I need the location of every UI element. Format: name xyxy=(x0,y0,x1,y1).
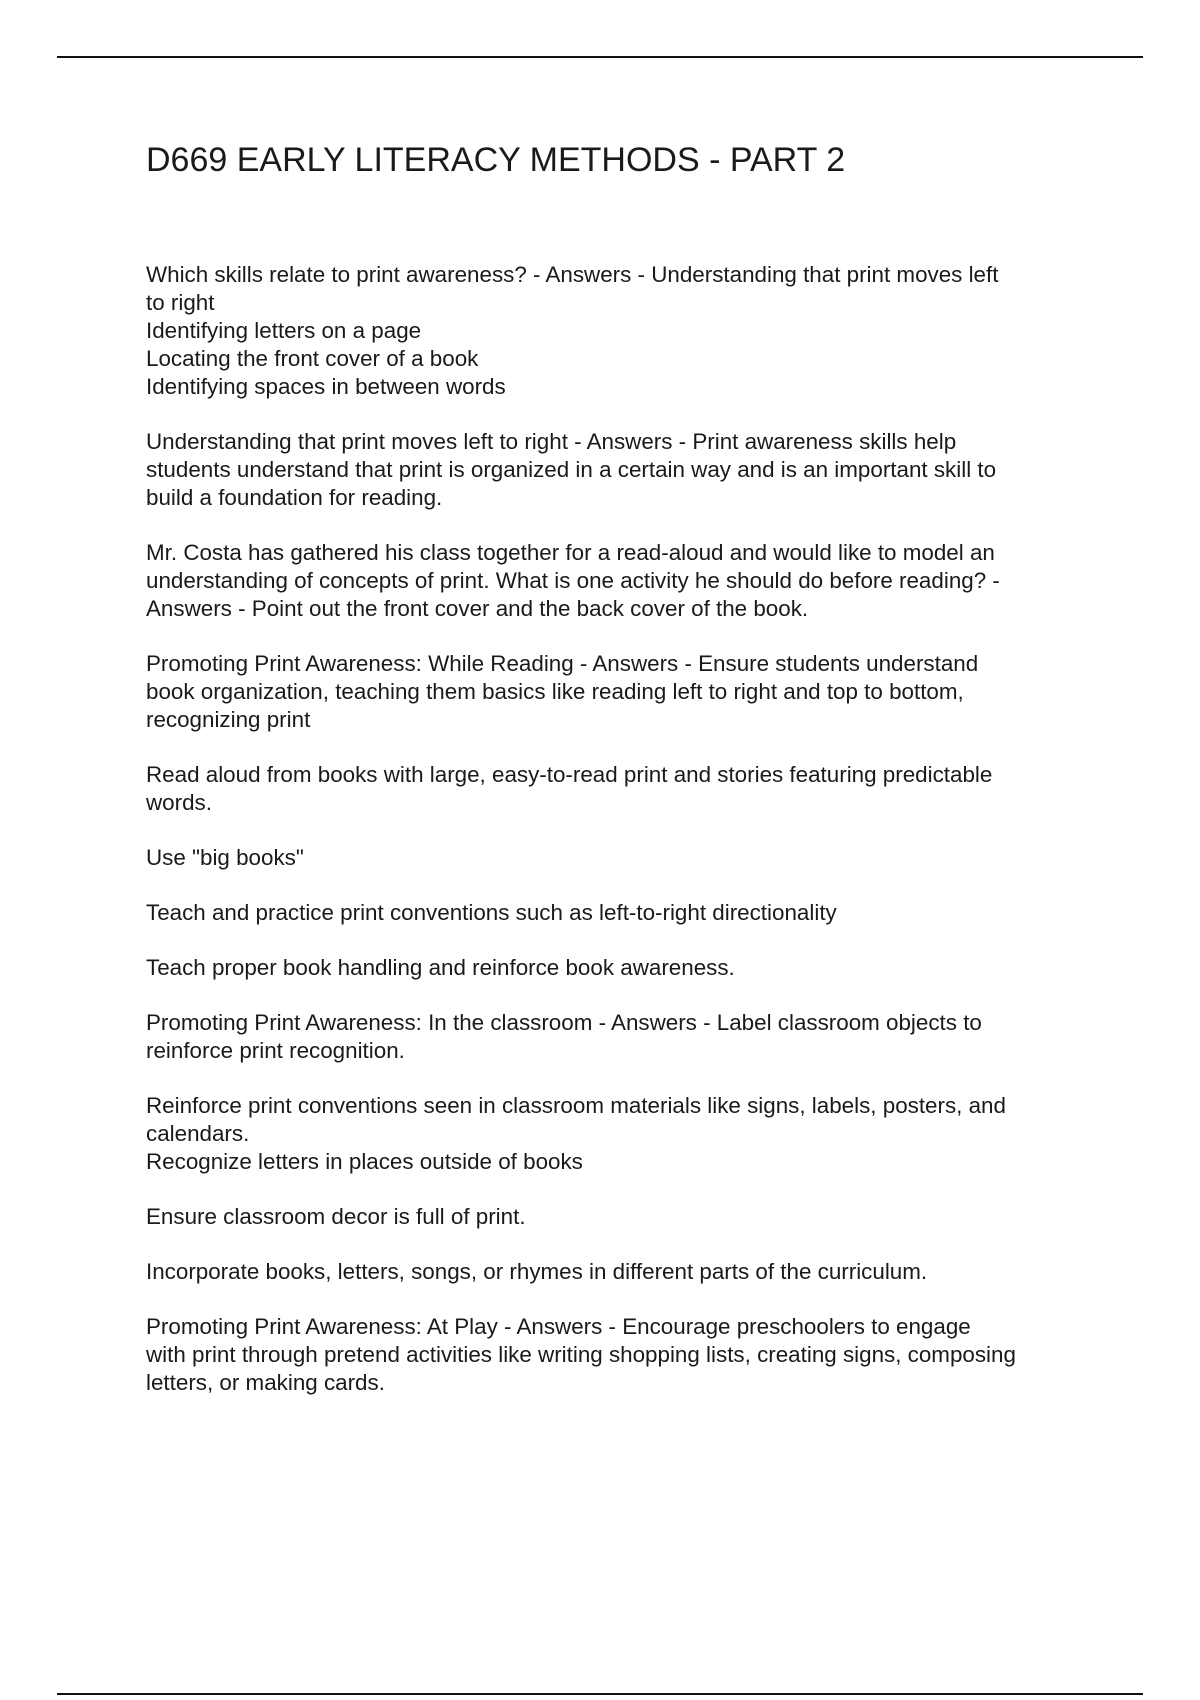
bottom-divider xyxy=(57,1693,1143,1695)
text-line: Locating the front cover of a book xyxy=(146,346,479,371)
text-line: Reinforce print conventions seen in classroom materials like signs, labels, posters, and xyxy=(146,1093,1006,1118)
text-line: Teach proper book handling and reinforce book awareness. xyxy=(146,955,735,980)
text-line: Identifying spaces in between words xyxy=(146,374,506,399)
text-line: Mr. Costa has gathered his class together for a read-aloud and would like to model an xyxy=(146,540,995,565)
text-line: to right xyxy=(146,290,215,315)
text-line: Answers - Point out the front cover and the back cover of the book. xyxy=(146,596,809,621)
text-line: Promoting Print Awareness: While Reading - Answers - Ensure students understand xyxy=(146,651,979,676)
text-line: understanding of concepts of print. What is one activity he should do before reading? - xyxy=(146,568,1000,593)
paragraph xyxy=(146,1203,1091,1231)
text-line: Which skills relate to print awareness? - Answers - Understanding that print moves left xyxy=(146,262,999,287)
text-line: reinforce print recognition. xyxy=(146,1038,405,1063)
top-divider xyxy=(57,56,1143,58)
paragraph xyxy=(146,1313,1091,1397)
document-body xyxy=(146,261,1091,1424)
paragraph xyxy=(146,261,1091,401)
text-line: build a foundation for reading. xyxy=(146,485,443,510)
paragraph xyxy=(146,844,1091,872)
text-line: Promoting Print Awareness: In the classroom - Answers - Label classroom objects to xyxy=(146,1010,982,1035)
paragraph xyxy=(146,650,1091,734)
paragraph xyxy=(146,954,1091,982)
text-line: Recognize letters in places outside of books xyxy=(146,1149,583,1174)
text-line: with print through pretend activities like writing shopping lists, creating signs, composing xyxy=(146,1342,1016,1367)
paragraph xyxy=(146,1092,1091,1176)
paragraph xyxy=(146,428,1091,512)
paragraph xyxy=(146,1009,1091,1065)
paragraph xyxy=(146,539,1091,623)
paragraph xyxy=(146,761,1091,817)
text-line: Teach and practice print conventions such as left-to-right directionality xyxy=(146,900,837,925)
page-title: D669 EARLY LITERACY METHODS - PART 2 xyxy=(146,141,846,179)
text-line: Understanding that print moves left to right - Answers - Print awareness skills help xyxy=(146,429,957,454)
text-line: Use "big books" xyxy=(146,845,304,870)
text-line: Promoting Print Awareness: At Play - Answers - Encourage preschoolers to engage xyxy=(146,1314,971,1339)
paragraph xyxy=(146,1258,1091,1286)
text-line: Incorporate books, letters, songs, or rhymes in different parts of the curriculum. xyxy=(146,1259,928,1284)
text-line: Identifying letters on a page xyxy=(146,318,422,343)
paragraph xyxy=(146,899,1091,927)
text-line: letters, or making cards. xyxy=(146,1370,385,1395)
text-line: recognizing print xyxy=(146,707,311,732)
text-line: calendars. xyxy=(146,1121,250,1146)
text-line: Read aloud from books with large, easy-to-read print and stories featuring predictable xyxy=(146,762,993,787)
text-line: book organization, teaching them basics like reading left to right and top to bottom, xyxy=(146,679,964,704)
text-line: students understand that print is organized in a certain way and is an important skill to xyxy=(146,457,997,482)
text-line: words. xyxy=(146,790,212,815)
text-line: Ensure classroom decor is full of print. xyxy=(146,1204,526,1229)
